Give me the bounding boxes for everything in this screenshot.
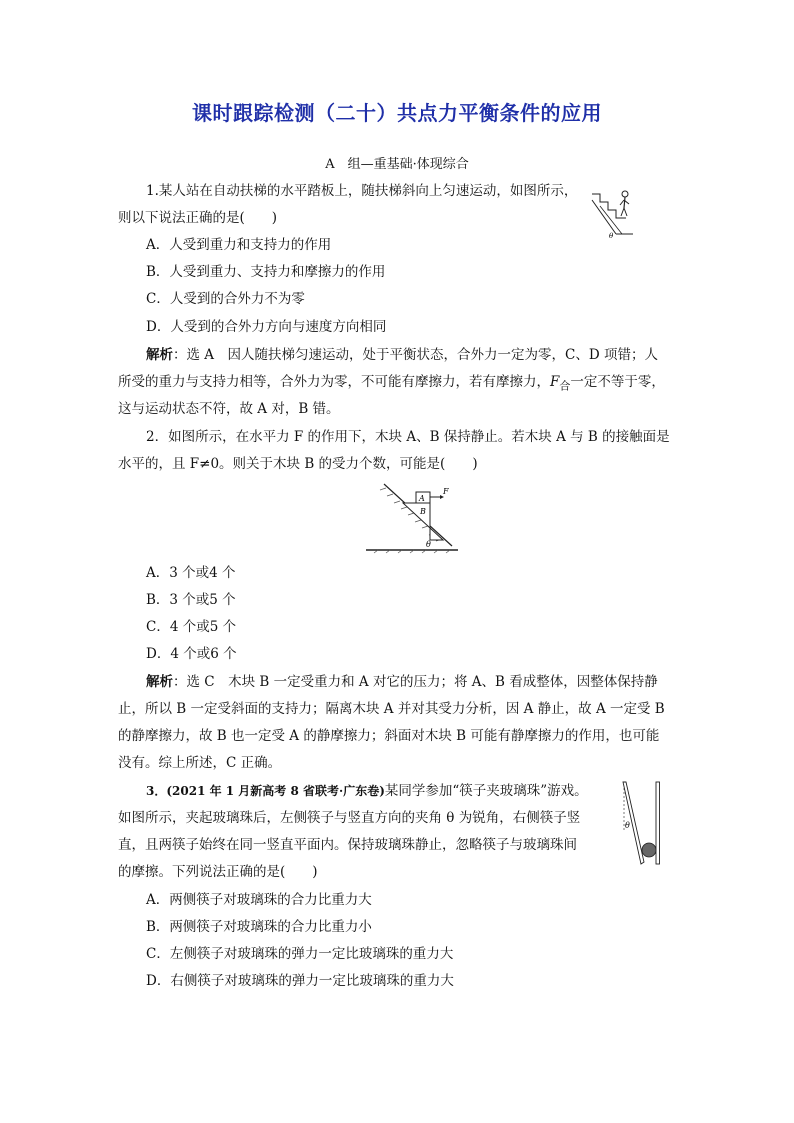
q3-option-a: A．两侧筷子对玻璃珠的合力比重力大 xyxy=(146,892,372,908)
q1-option-d: D．人受到的合外力方向与速度方向相同 xyxy=(146,319,387,335)
q2-analysis-line-4: 没有。综上所述，C 正确。 xyxy=(118,755,282,771)
q1-analysis-line-1 xyxy=(146,346,658,364)
q1-analysis-text-1: ：选 A 因人随扶梯匀速运动，处于平衡状态，合外力一定为零，C、D 项错；人 xyxy=(173,347,658,363)
q3-stem-line-4: 的摩擦。下列说法正确的是( ) xyxy=(118,864,318,880)
q1-analysis-text-2c: 一定不等于零， xyxy=(570,374,665,390)
q1-option-c: C．人受到的合外力不为零 xyxy=(146,291,305,307)
q1-analysis-line-2 xyxy=(118,373,665,396)
q2-analysis-label: 解析 xyxy=(146,674,173,690)
q1-analysis-force-subscript: 合 xyxy=(559,379,571,393)
q3-stem-line-2: 如图所示，夹起玻璃珠后，左侧筷子与竖直方向的夹角 θ 为锐角，右侧筷子竖 xyxy=(118,810,581,826)
block-a-label: A xyxy=(419,494,425,503)
force-f-label: F xyxy=(443,487,449,496)
q2-stem-line-1: 2．如图所示，在水平力 F 的作用下，木块 A、B 保持静止。若木块 A 与 B 的接触面是 xyxy=(146,429,670,445)
q3-stem-line-3: 直，且两筷子始终在同一竖直平面内。保持玻璃珠静止，忽略筷子与玻璃珠间 xyxy=(118,837,577,853)
q1-stem-line-2: 则以下说法正确的是( ) xyxy=(118,210,278,226)
q2-option-c: C．4 个或5 个 xyxy=(146,619,237,635)
q1-option-b: B．人受到重力、支持力和摩擦力的作用 xyxy=(146,264,386,280)
q3-option-c: C．左侧筷子对玻璃珠的弹力一定比玻璃珠的重力大 xyxy=(146,946,454,962)
q2-analysis-line-3: 的静摩擦力，故 B 也一定受 A 的静摩擦力；斜面对木块 B 可能有静摩擦力的作用，也可能 xyxy=(118,728,660,744)
chopsticks-figure xyxy=(618,780,666,868)
q1-analysis-label: 解析 xyxy=(146,347,173,363)
chopstick-theta-label: θ xyxy=(625,821,630,830)
q3-option-d: D．右侧筷子对玻璃珠的弹力一定比玻璃珠的重力大 xyxy=(146,973,454,989)
q2-option-d: D．4 个或6 个 xyxy=(146,646,237,662)
q3-option-b: B．两侧筷子对玻璃珠的合力比重力小 xyxy=(146,919,372,935)
q2-stem-line-2: 水平的，且 F≠0。则关于木块 B 的受力个数，可能是( ) xyxy=(118,456,478,472)
q2-analysis-text-1: ：选 C 木块 B 一定受重力和 A 对它的压力；将 A、B 看成整体，因整体保持静 xyxy=(173,674,658,690)
q3-stem-line-1 xyxy=(146,782,588,800)
escalator-figure xyxy=(590,186,635,242)
block-b-label: B xyxy=(420,507,426,516)
q1-analysis-text-2a: 所受的重力与支持力相等，合外力为零，不可能有摩擦力，若有摩擦力， xyxy=(118,374,550,390)
incline-blocks-figure xyxy=(364,480,460,554)
q1-analysis-force-symbol: F xyxy=(550,374,560,390)
q2-analysis-line-1 xyxy=(146,673,658,691)
q2-analysis-line-2: 止，所以 B 一定受斜面的支持力；隔离木块 A 并对其受力分析，因 A 静止，故 A 一定受 B xyxy=(118,701,665,717)
q2-option-a: A．3 个或4 个 xyxy=(146,565,236,581)
q1-option-a: A．人受到重力和支持力的作用 xyxy=(146,237,332,253)
q1-stem-line-1: 1.某人站在自动扶梯的水平踏板上，随扶梯斜向上匀速运动，如图所示， xyxy=(146,183,578,199)
q2-option-b: B．3 个或5 个 xyxy=(146,592,236,608)
q3-stem-text-1: 某同学参加“筷子夹玻璃珠”游戏。 xyxy=(384,783,588,799)
escalator-theta-label: θ xyxy=(609,232,614,240)
page-title: 课时跟踪检测（二十）共点力平衡条件的应用 xyxy=(192,101,602,125)
incline-theta-label: θ xyxy=(426,540,431,549)
q1-analysis-line-3: 这与运动状态不符，故 A 对，B 错。 xyxy=(118,401,340,417)
q3-source: 3．(2021 年 1 月新高考 8 省联考·广东卷) xyxy=(146,784,385,798)
section-heading: A 组—重基础·体现综合 xyxy=(325,157,469,172)
